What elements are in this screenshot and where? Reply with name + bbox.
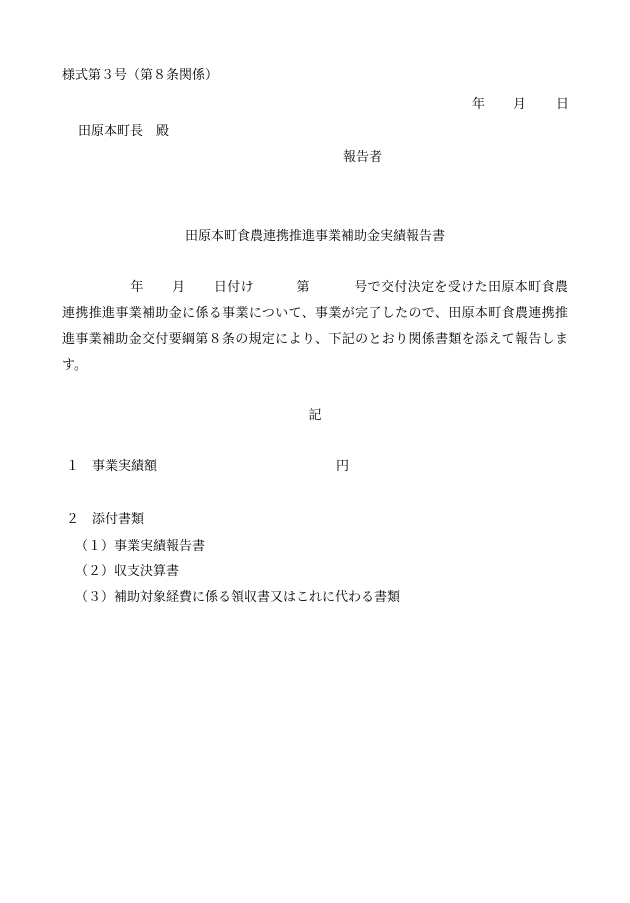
date-year: 年 xyxy=(472,97,486,112)
ki-heading: 記 xyxy=(308,408,322,423)
attachment-item: （１）事業実績報告書 xyxy=(75,539,206,554)
reporter-label: 報告者 xyxy=(343,150,383,165)
body-number-prefix: 第 xyxy=(296,280,310,295)
body-month: 月 xyxy=(171,280,186,295)
body-dated: 日付け xyxy=(213,280,255,295)
body-paragraph xyxy=(62,275,568,379)
attachment-item: （２）収支決算書 xyxy=(75,564,180,579)
date-day: 日 xyxy=(556,97,570,112)
form-number: 様式第３号（第８条関係） xyxy=(62,68,219,83)
item-2-label: ２ 添付書類 xyxy=(66,512,145,527)
item-1-label: １ 事業実績額 xyxy=(66,459,158,474)
item-1-amount xyxy=(66,459,349,475)
item-1-unit: 円 xyxy=(336,459,350,474)
body-year: 年 xyxy=(130,280,144,295)
addressee: 田原本町長 殿 xyxy=(78,124,170,139)
body-text: 号で交付決定を受けた田原本町食農連携推進事業補助金に係る事業について、事業が完了したので、田原本町食農連携推進事業補助金交付要綱第８条の規定により、下記のとおり関係書類を添えて報告します。 xyxy=(62,280,568,373)
date-line xyxy=(472,97,569,113)
document-title: 田原本町食農連携推進事業補助金実績報告書 xyxy=(184,229,445,244)
date-month: 月 xyxy=(513,97,527,112)
attachment-item: （３）補助対象経費に係る領収書又はこれに代わる書類 xyxy=(75,590,401,605)
